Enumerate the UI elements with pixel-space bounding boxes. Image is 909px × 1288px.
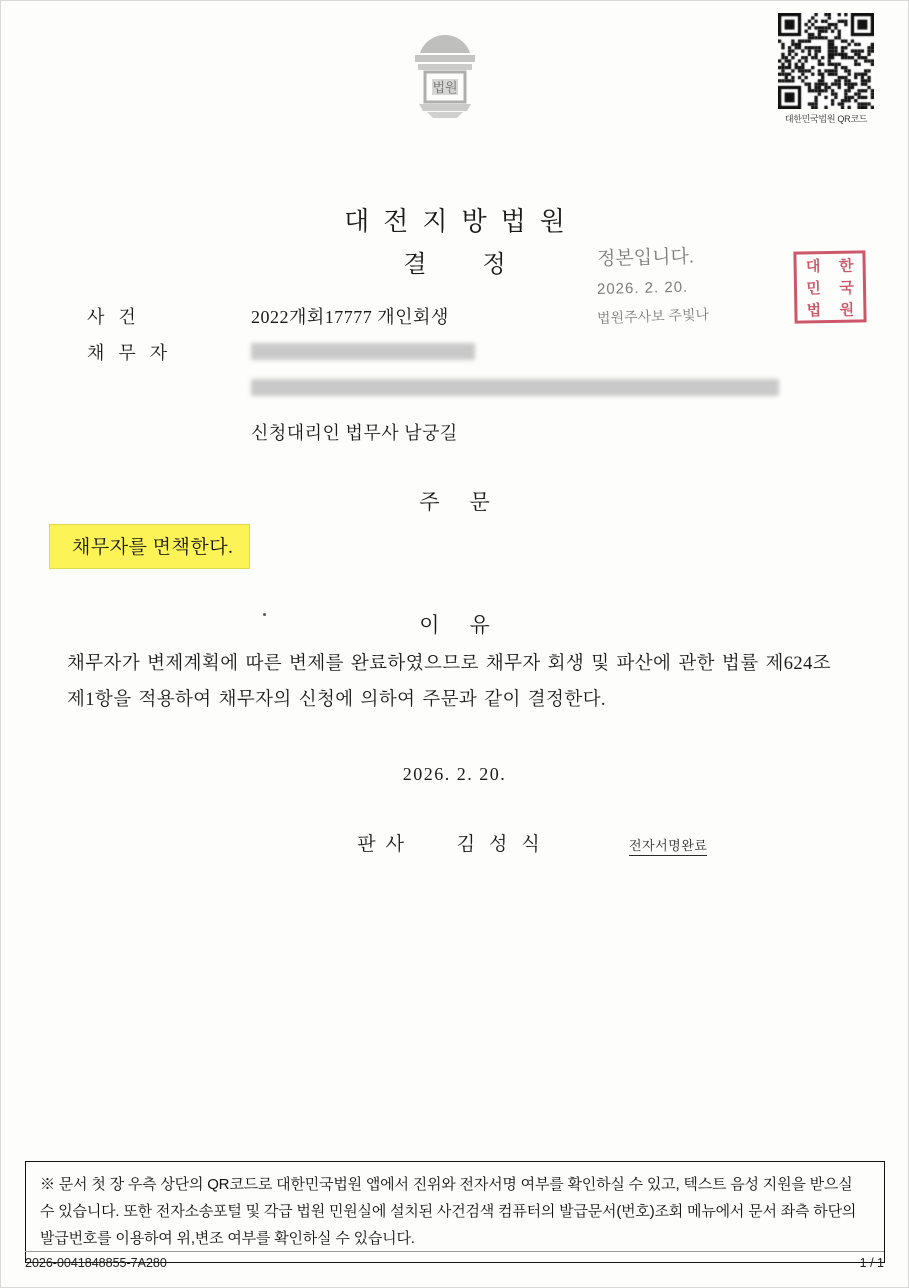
decision-date: 2026. 2. 20. xyxy=(402,764,507,784)
seal-char-2: 한 xyxy=(838,258,854,275)
authentic-line-2: 2026. 2. 20. xyxy=(596,278,689,298)
seal-char-6: 원 xyxy=(839,302,855,319)
qr-code-caption: 대한민국법원 QR코드 xyxy=(784,114,868,124)
page-number: 1 / 1 xyxy=(859,1256,884,1270)
document-type-title: 결정 xyxy=(403,252,562,278)
debtor-address-redacted xyxy=(251,379,779,396)
reason-paragraph: 채무자가 변제계획에 따른 변제를 완료하였으므로 채무자 회생 및 파산에 관한 법률 제624조 제1항을 적용하여 채무자의 신청에 의하여 주문과 같이 결정한다. xyxy=(67,654,831,710)
debtor-name-redacted xyxy=(251,343,475,360)
judge-signature-row xyxy=(1,829,909,856)
footer-row xyxy=(25,1256,884,1270)
authentic-copy-stamp xyxy=(597,244,797,328)
judge-name: 김성식 xyxy=(456,834,554,855)
seal-char-4: 국 xyxy=(839,280,854,297)
qr-code-icon xyxy=(778,13,874,109)
qr-code-block xyxy=(774,13,878,125)
court-title: 대전지방법원 xyxy=(344,207,579,236)
seal-char-3: 민 xyxy=(806,280,821,297)
case-value: 2022개회17777 개인회생 xyxy=(251,307,449,327)
authentic-line-3: 법원주사보 주빛나 xyxy=(596,306,710,326)
seal-char-5: 법 xyxy=(806,302,822,319)
authentic-line-1: 정본입니다. xyxy=(596,246,695,270)
footer-notice: ※ 문서 첫 장 우측 상단의 QR코드로 대한민국법원 앱에서 진위와 전자서명 여부를 확인하실 수 있고, 텍스트 음성 지원을 받으실 수 있습니다. 또한 전자소송포털 및 각급 법원 민원실에 설치된 사건검색 컴퓨터의 발급문서(번호)조회 메뉴에서 문서 좌측 하단의 발급번호를 이용하여 위,변조 여부를 확인하실 수 있습니다. xyxy=(25,1161,885,1263)
reason-heading: 이유 xyxy=(419,613,520,637)
official-seal-stamp xyxy=(793,250,866,323)
debtor-label: 채무자 xyxy=(87,343,182,363)
footer-divider xyxy=(25,1251,884,1252)
order-text-highlighted: 채무자를 면책한다. xyxy=(49,524,250,569)
order-heading: 주문 xyxy=(419,490,520,514)
representative-line: 신청대리인 법무사 남궁길 xyxy=(251,423,458,443)
electronic-signature-label: 전자서명완료 xyxy=(629,835,707,856)
issue-number: 2026-0041848855-7A280 xyxy=(25,1256,167,1270)
emblem-label: 법원 xyxy=(432,80,458,95)
case-label: 사건 xyxy=(87,307,150,327)
judge-title: 판사 xyxy=(357,834,414,855)
seal-char-1: 대 xyxy=(805,258,821,275)
court-emblem-icon xyxy=(405,31,485,119)
